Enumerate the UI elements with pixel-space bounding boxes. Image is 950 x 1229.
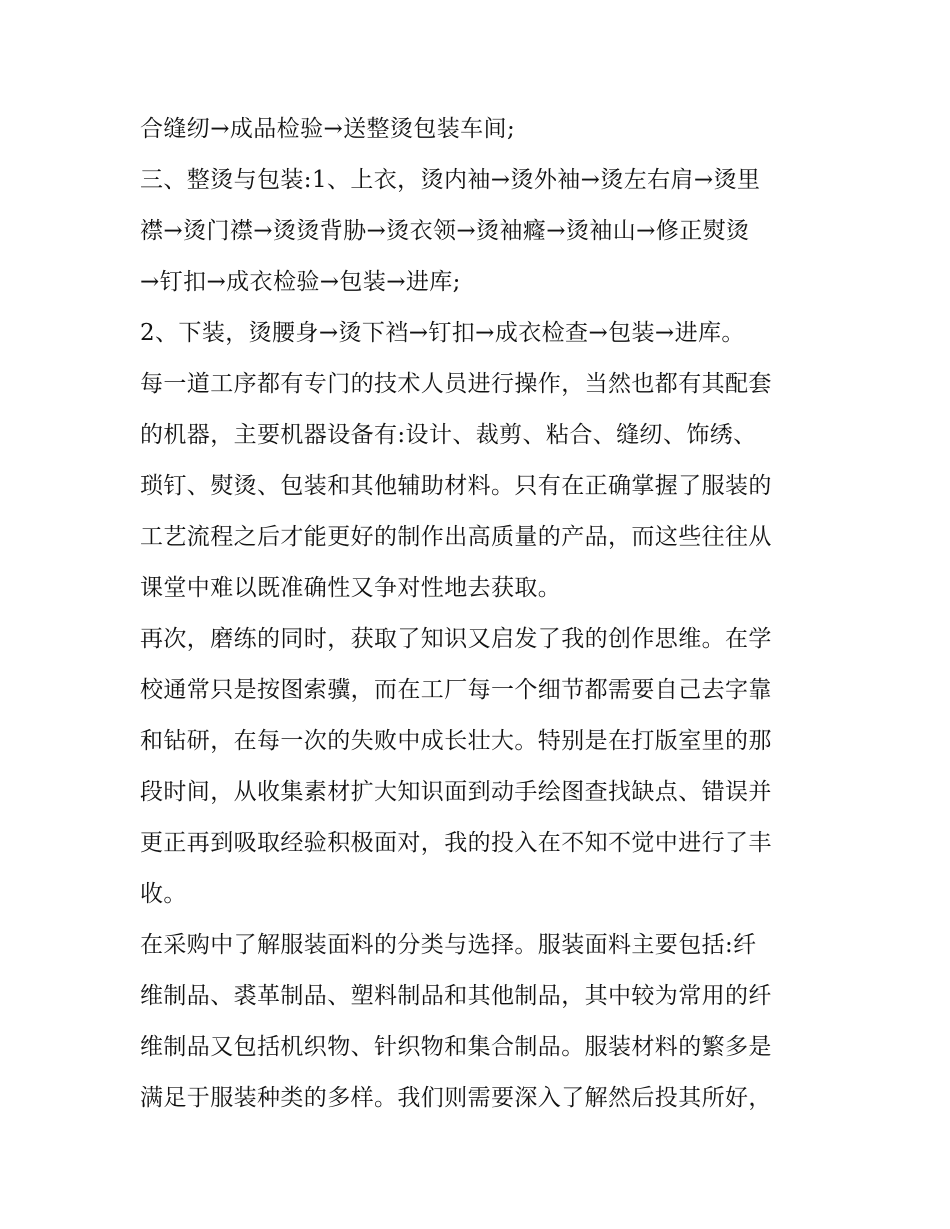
text-line-2: 三、整烫与包装:1、上衣，烫内袖→烫外袖→烫左右肩→烫里 [140, 167, 761, 193]
text-line-5: 2、下装，烫腰身→烫下裆→钉扣→成衣检查→包装→进库。 [140, 320, 745, 346]
text-line-13: 和钻研，在每一次的失败中成长壮大。特别是在打版室里的那 [140, 728, 772, 754]
text-line-20: 满足于服装种类的多样。我们则需要深入了解然后投其所好， [140, 1085, 772, 1111]
text-line-14: 段时间，从收集素材扩大知识面到动手绘图查找缺点、错误并 [140, 779, 772, 805]
text-line-8: 琐钉、熨烫、包装和其他辅助材料。只有在正确掌握了服装的 [140, 473, 772, 499]
text-line-3: 襟→烫门襟→烫烫背胁→烫衣领→烫袖癃→烫袖山→修正熨烫 [140, 218, 750, 244]
text-line-7: 的机器，主要机器设备有:设计、裁剪、粘合、缝纫、饰绣、 [140, 422, 757, 448]
text-line-6: 每一道工序都有专门的技术人员进行操作，当然也都有其配套 [140, 371, 772, 397]
text-line-4: →钉扣→成衣检验→包装→进库; [140, 269, 461, 295]
text-line-10: 课堂中难以既准确性又争对性地去获取。 [140, 575, 562, 601]
text-line-16: 收。 [140, 881, 187, 907]
text-line-15: 更正再到吸取经验积极面对，我的投入在不知不觉中进行了丰 [140, 830, 772, 856]
text-line-12: 校通常只是按图索骥，而在工厂每一个细节都需要自己去字靠 [140, 677, 772, 703]
text-line-1: 合缝纫→成品检验→送整烫包装车间; [140, 116, 516, 142]
text-line-17: 在采购中了解服装面料的分类与选择。服装面料主要包括:纤 [140, 932, 757, 958]
body-text [140, 104, 820, 1124]
text-line-18: 维制品、裘革制品、塑料制品和其他制品，其中较为常用的纤 [140, 983, 772, 1009]
text-line-11: 再次，磨练的同时，获取了知识又启发了我的创作思维。在学 [140, 626, 772, 652]
text-line-19: 维制品又包括机织物、针织物和集合制品。服装材料的繁多是 [140, 1034, 772, 1060]
text-line-9: 工艺流程之后才能更好的制作出高质量的产品，而这些往往从 [140, 524, 772, 550]
